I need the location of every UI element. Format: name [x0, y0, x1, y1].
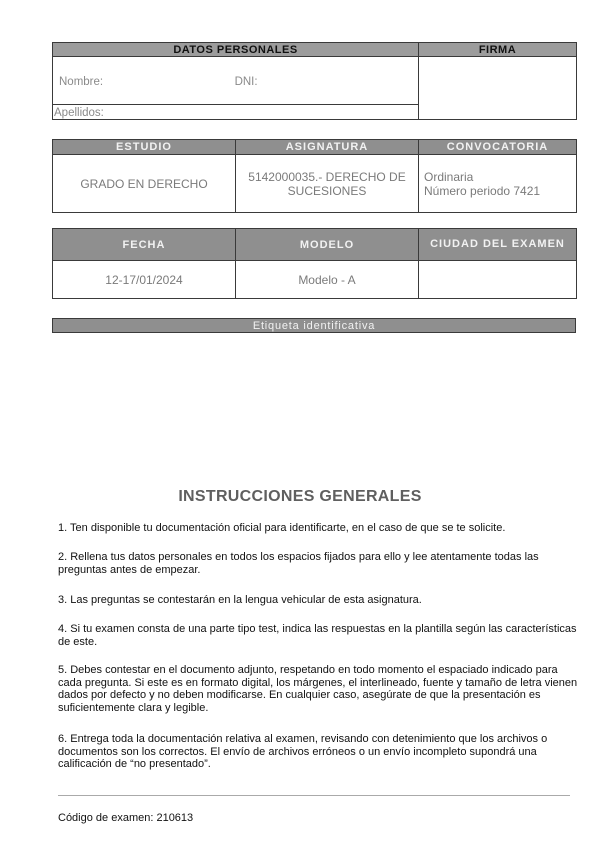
model-value: Modelo - A: [236, 261, 419, 299]
instruction-1: 1. Ten disponible tu documentación oficial para identificarte, en el caso de que se te solicite.: [58, 522, 506, 534]
model-header: MODELO: [236, 229, 419, 261]
subject-line1: 5142000035.- DERECHO DE: [248, 169, 406, 184]
degree-value: GRADO EN DERECHO: [53, 155, 236, 213]
subject-value: [236, 155, 419, 213]
date-value: 12-17/01/2024: [53, 261, 236, 299]
instruction-6: 6. Entrega toda la documentación relativa al examen, revisando con detenimiento que los archivos o documentos son los correctos. El envío de archivos erróneos o un envío incompleto supondrá una calificación de “no presentado”.: [58, 733, 548, 771]
surname-cell[interactable]: [53, 105, 419, 120]
signature-header: FIRMA: [419, 43, 577, 57]
date-header: FECHA: [53, 229, 236, 261]
instruction-3: 3. Las preguntas se contestarán en la lengua vehicular de esta asignatura.: [58, 594, 422, 606]
exam-code: Código de examen: 210613: [58, 812, 194, 824]
signature-field[interactable]: [419, 57, 577, 120]
study-header: ESTUDIO: [53, 140, 236, 155]
instruction-4: 4. Si tu examen consta de una parte tipo test, indica las respuestas en la plantilla según las características de este.: [58, 623, 577, 648]
study-table: [52, 139, 577, 213]
city-header: CIUDAD DEL EXAMEN: [419, 229, 577, 261]
surname-label: Apellidos:: [54, 107, 104, 119]
subject-header: ASIGNATURA: [236, 140, 419, 155]
instruction-2: 2. Rellena tus datos personales en todos los espacios fijados para ello y lee atentamente todas las preguntas antes de empezar.: [58, 551, 539, 576]
call-line1: Ordinaria: [424, 169, 474, 184]
personal-data-header: DATOS PERSONALES: [53, 43, 419, 57]
call-line2: Número periodo 7421: [424, 183, 541, 198]
instruction-5: 5. Debes contestar en el documento adjunto, respetando en todo momento el espaciado indicado para cada pregunta. Si este es en formato digital, los márgenes, el interlineado, fuente y tamaño de letra vienen dados por defecto y no deben modificarse. En cualquier caso, asegúrate de que la presentación es suficientemente clara y legible.: [58, 664, 578, 714]
label-header: Etiqueta identificativa: [53, 319, 576, 333]
divider: [58, 795, 570, 796]
name-label: Nombre:: [59, 75, 104, 88]
call-header: CONVOCATORIA: [419, 140, 577, 155]
call-value: [419, 155, 577, 213]
exam-table: [52, 228, 577, 299]
personal-data-table: [52, 42, 577, 120]
dni-label: DNI:: [234, 75, 258, 88]
subject-line2: SUCESIONES: [287, 183, 367, 198]
label-table: [52, 318, 576, 333]
instructions-title: INSTRUCCIONES GENERALES: [178, 488, 422, 505]
name-dni-cell[interactable]: [53, 57, 419, 105]
city-field[interactable]: [419, 261, 577, 299]
